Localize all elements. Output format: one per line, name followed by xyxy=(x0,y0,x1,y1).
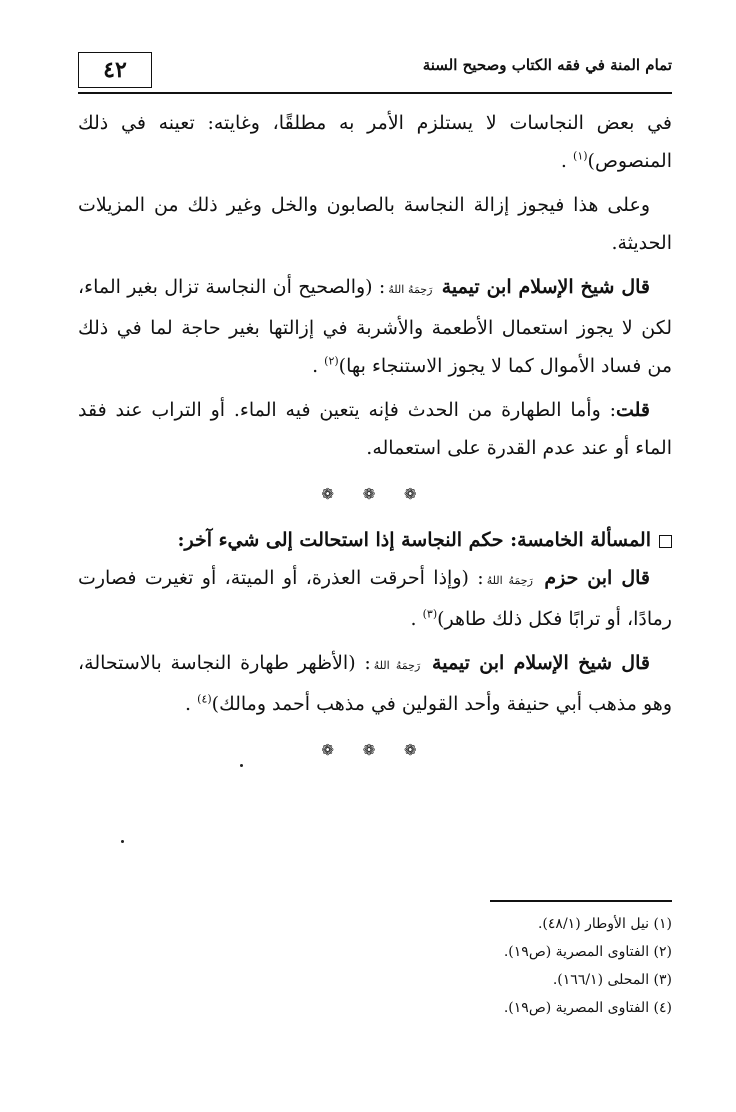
section-separator: ❁ ❁ ❁ xyxy=(321,741,429,759)
paragraph-text: : (الأظهر طهارة النجاسة بالاستحالة، وهو مذهب أبي حنيفة وأحد القولين في مذهب أحمد ومالك) xyxy=(78,652,672,715)
paragraph-text: في بعض النجاسات لا يستلزم الأمر به مطلقًا، وغايته: تعينه في ذلك المنصوص) xyxy=(78,112,672,172)
page-number: ٤٢ xyxy=(78,52,152,88)
footnote-1: (١) نيل الأوطار (٤٨/١). xyxy=(537,915,672,932)
paragraph-text: : وأما الطهارة من الحدث فإنه يتعين فيه الماء. أو التراب عند فقد الماء أو عند عدم القدرة على استعماله. xyxy=(78,399,672,459)
square-bullet-icon xyxy=(659,535,672,548)
paragraph-end: . xyxy=(560,150,567,172)
speaker: قال شيخ الإسلام ابن تيمية xyxy=(441,276,650,298)
honorific: رَحِمَهُ اللهُ xyxy=(373,659,421,672)
scan-speck xyxy=(240,764,243,767)
footnote-2: (٢) الفتاوى المصرية (ص١٩). xyxy=(503,943,672,960)
paragraph-2 xyxy=(78,186,672,262)
section-separator: ❁ ❁ ❁ xyxy=(321,485,429,503)
main-text xyxy=(78,104,672,777)
section-heading xyxy=(78,521,672,559)
paragraph-end: . xyxy=(185,693,192,715)
footnote-ref[interactable]: (١) xyxy=(573,149,588,163)
paragraph-3 xyxy=(78,268,672,385)
footnotes xyxy=(78,900,672,1022)
speaker: قلت xyxy=(615,399,650,421)
footnote-ref[interactable]: (٣) xyxy=(422,607,438,621)
footnote-ref[interactable]: (٤) xyxy=(197,692,212,706)
footnote-rule xyxy=(490,900,672,902)
header-rule xyxy=(78,92,672,94)
footnote-4: (٤) الفتاوى المصرية (ص١٩). xyxy=(503,999,672,1016)
honorific: رَحِمَهُ اللهُ xyxy=(486,574,533,587)
paragraph-6 xyxy=(78,644,672,723)
paragraph-4 xyxy=(78,391,672,467)
paragraph-end: . xyxy=(410,608,417,630)
paragraph-1 xyxy=(78,104,672,180)
speaker: قال شيخ الإسلام ابن تيمية xyxy=(432,652,650,674)
section-heading-text: المسألة الخامسة: حكم النجاسة إذا استحالت إلى شيء آخر: xyxy=(177,529,651,551)
footnote-ref[interactable]: (٢) xyxy=(324,354,339,368)
running-title: تمام المنة في فقه الكتاب وصحيح السنة xyxy=(422,56,672,74)
paragraph-5 xyxy=(78,559,672,638)
paragraph-end: . xyxy=(312,355,319,377)
honorific: رَحِمَهُ اللهُ xyxy=(388,283,433,296)
footnote-3: (٣) المحلى (١٦٦/١). xyxy=(552,971,672,988)
paragraph-text: : (والصحيح أن النجاسة تزال بغير الماء، لكن لا يجوز استعمال الأطعمة والأشربة في إزالتها بغير حاجة لما في ذلك من فساد الأموال كما لا يجوز الاستنجاء بها) xyxy=(78,276,672,377)
page-header xyxy=(78,48,672,94)
paragraph-text: وعلى هذا فيجوز إزالة النجاسة بالصابون والخل وغير ذلك من المزيلات الحديثة. xyxy=(78,194,672,254)
scan-speck xyxy=(121,840,124,843)
paragraph-text: : (وإذا أحرقت العذرة، أو الميتة، أو تغيرت فصارت رمادًا، أو ترابًا فكل ذلك طاهر) xyxy=(78,567,672,630)
speaker: قال ابن حزم xyxy=(544,567,650,589)
